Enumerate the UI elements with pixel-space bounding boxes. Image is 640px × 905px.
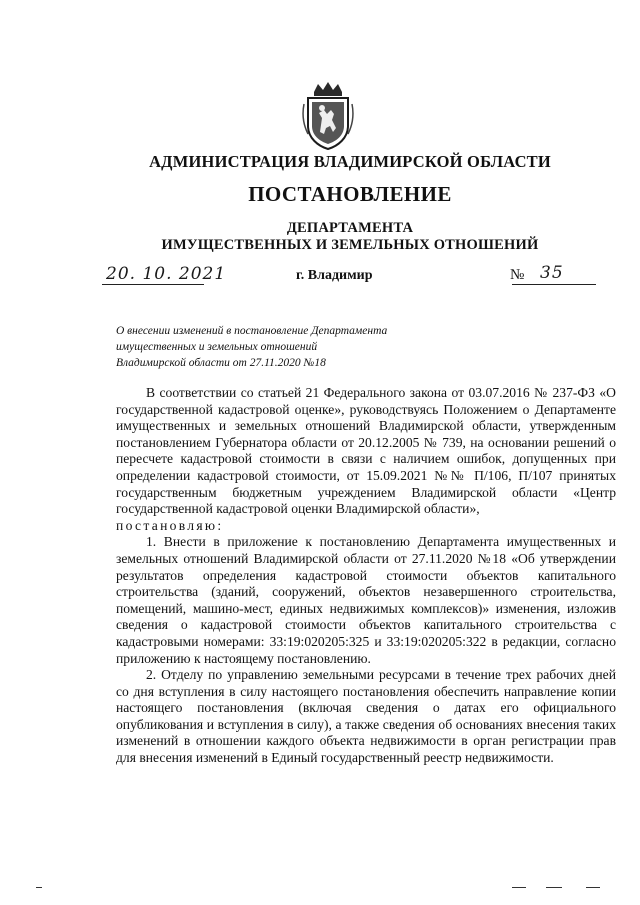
department-line-2: ИМУЩЕСТВЕННЫХ И ЗЕМЕЛЬНЫХ ОТНОШЕНИЙ	[161, 237, 539, 253]
subject-line-1: О внесении изменений в постановление Департамента	[116, 325, 388, 337]
document-body	[116, 385, 616, 767]
scan-mark	[36, 887, 42, 888]
body-paragraph-3: 2. Отделу по управлению земельными ресурсами в течение трех рабочих дней со дня вступления в силу настоящего постановления обеспечить направление копии настоящего постановления (включая сведения о датах его официального опубликования и вступления в силу), а также сведения об основаниях внесения таких изменений в отношении каждого объекта недвижимости в орган регистрации прав для внесения изменений в Единый государственный реестр недвижимости.	[116, 667, 616, 766]
document-type: ПОСТАНОВЛЕНИЕ	[248, 182, 452, 206]
decree-word: постановляю:	[116, 517, 224, 533]
document-subject	[116, 323, 436, 371]
date-number-line	[0, 262, 640, 290]
department-name	[0, 220, 640, 254]
scan-mark	[546, 887, 562, 888]
body-paragraph-1: В соответствии со статьей 21 Федерального закона от 03.07.2016 № 237-ФЗ «О государственной кадастровой оценке», руководствуясь Положением о Департаменте имущественных и земельных отношений Владимирской области, утвержденным постановлением Губернатора области от 20.12.2005 № 739, на основании решений о пересчете кадастровой стоимости в связи с наличием ошибок, допущенных при определении кадастровой стоимости, от 15.09.2021 №№ П/106, П/107 принятых государственным бюджетным учреждением Владимирской области «Центр государственной кадастровой оценки Владимирской области»,	[116, 385, 616, 517]
body-paragraph-2: 1. Внести в приложение к постановлению Департамента имущественных и земельных отношений Владимирской области от 27.11.2020 №18 «Об утверждении результатов определения кадастровой стоимости объектов капитального строительства (зданий, сооружений, объектов незавершенного строительства, помещений, машино-мест, единых недвижимых комплексов)» изменения, изложив сведения о кадастровой стоимости объектов капитального строительства с кадастровыми номерами: 33:19:020205:325 и 33:19:020205:322 в редакции, согласно приложению к настоящему постановлению.	[116, 534, 616, 666]
subject-line-2: имущественных и земельных отношений	[116, 341, 318, 353]
scan-mark	[586, 887, 600, 888]
date-underline	[102, 284, 204, 285]
document-number: 35	[540, 263, 564, 283]
organization-title: АДМИНИСТРАЦИЯ ВЛАДИМИРСКОЙ ОБЛАСТИ	[149, 152, 551, 171]
coat-of-arms-icon	[300, 80, 356, 150]
number-underline	[512, 284, 596, 285]
document-city: г. Владимир	[296, 268, 373, 283]
number-sign: №	[510, 267, 525, 283]
document-date: 20. 10. 2021	[106, 264, 227, 284]
department-line-1: ДЕПАРТАМЕНТА	[286, 220, 414, 236]
scan-mark	[512, 887, 526, 888]
subject-line-3: Владимирской области от 27.11.2020 №18	[116, 357, 326, 369]
